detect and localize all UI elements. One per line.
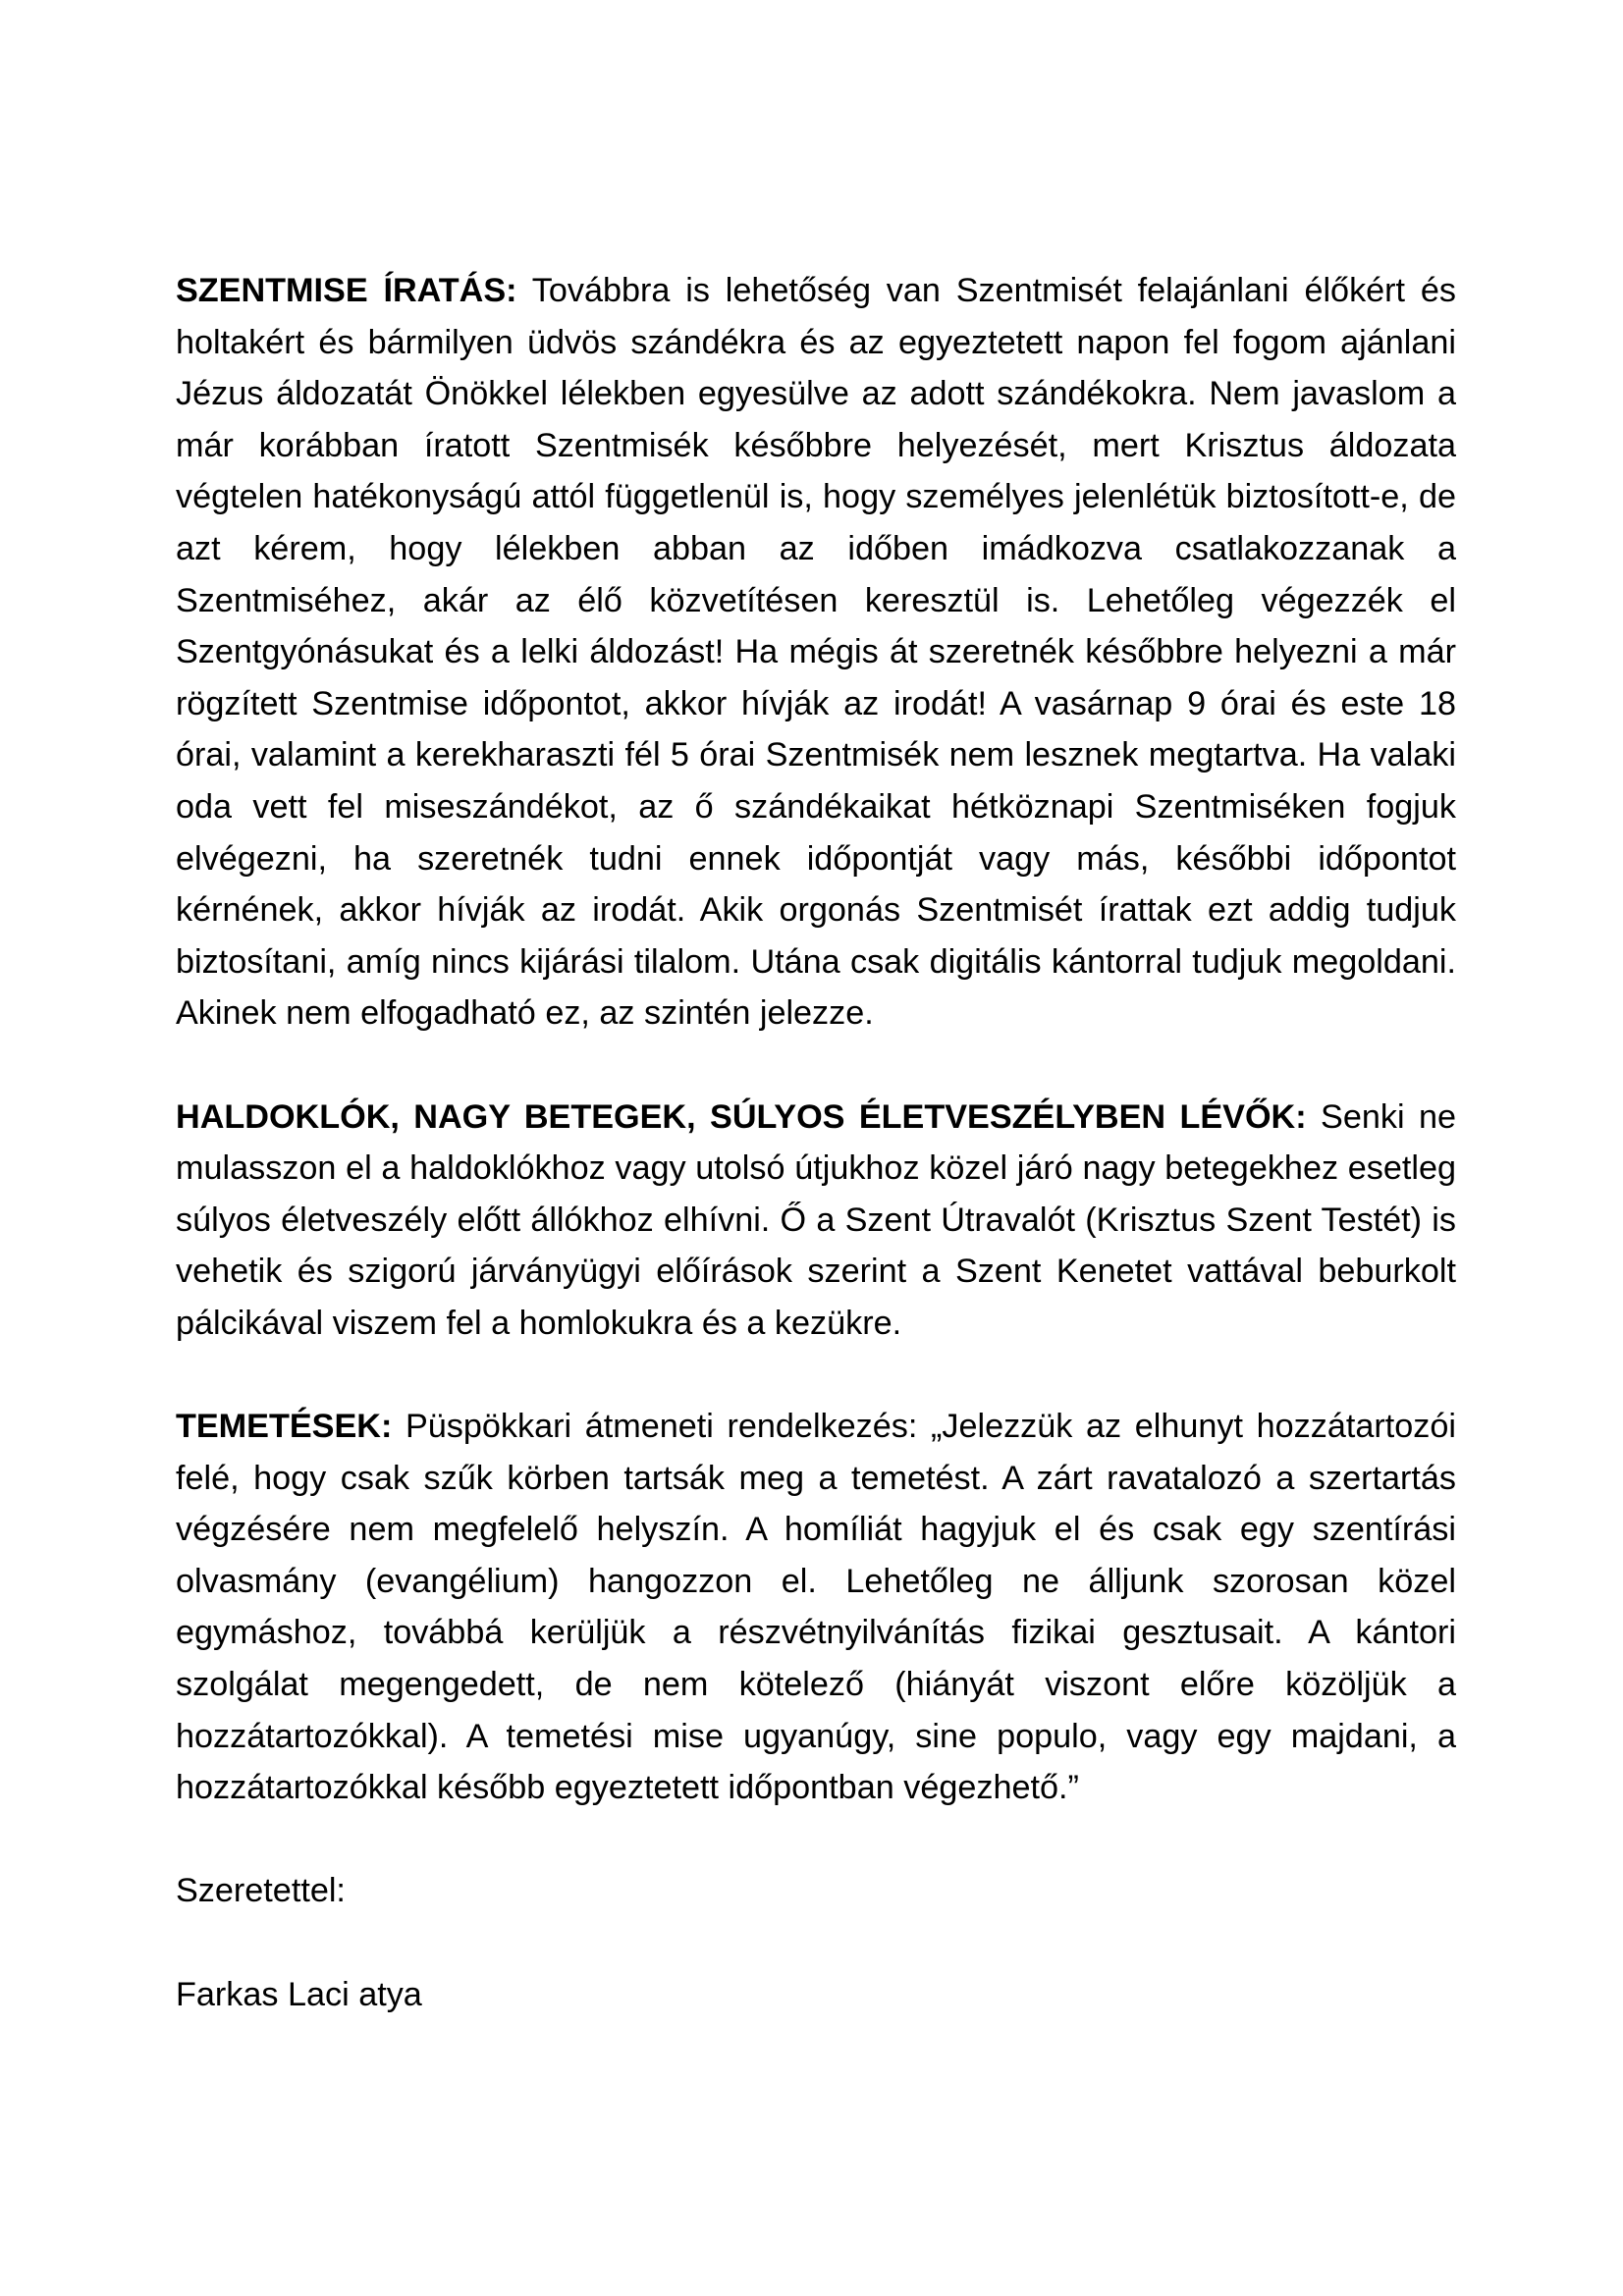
signature: Farkas Laci atya [176,1975,422,2013]
section-mass-booking [176,265,1456,1040]
section-heading-funerals: TEMETÉSEK: [176,1408,393,1446]
section-body-dying-sick: Senki ne mulasszon el a haldoklókhoz vagy utolsó útjukhoz közel járó nagy betegekhez esetleg súlyos életveszély előtt állókhoz elhívni. Ő a Szent Útravalót (Krisztus Szent Testét) is vehetik és szigorú járványügyi előírások szerint a Szent Kenetet vattával beburkolt pálcikával viszem fel a homlokukra és a kezükre. [176,1097,1457,1342]
section-funerals [176,1401,1456,1814]
closing-salutation: Szeretettel: [176,1872,346,1910]
section-heading-dying-sick: HALDOKLÓK, NAGY BETEGEK, SÚLYOS ÉLETVESZÉLYBEN LÉVŐK: [176,1097,1307,1136]
document-page [176,265,1456,2020]
section-dying-sick [176,1092,1456,1350]
section-body-funerals: Püspökkari átmeneti rendelkezés: „Jelezzük az elhunyt hozzátartozói felé, hogy csak szűk körben tartsák meg a temetést. A zárt ravatalozó a szertartás végzésére nem megfelelő helyszín. A homíliát hagyjuk el és csak egy szentírási olvasmány (evangélium) hangozzon el. Lehetőleg ne álljunk szorosan közel egymáshoz, továbbá kerüljük a részvétnyilvánítás fizikai gesztusait. A kántori szolgálat megengedett, de nem kötelező (hiányát viszont előre közöljük a hozzátartozókkal). A temetési mise ugyanúgy, sine populo, vagy egy majdani, a hozzátartozókkal később egyeztetett időpontban végezhető.” [176,1408,1456,1807]
section-heading-mass-booking: SZENTMISE ÍRATÁS: [176,272,517,309]
section-body-mass-booking: Továbbra is lehetőség van Szentmisét felajánlani élőkért és holtakért és bármilyen üdvös szándékra és az egyeztetett napon fel fogom ajánlani Jézus áldozatát Önökkel lélekben egyesülve az adott szándékokra. Nem javaslom a már korábban íratott Szentmisék későbbre helyezését, mert Krisztus áldozata végtelen hatékonyságú attól függetlenül is, hogy személyes jelenlétük biztosított-e, de azt kérem, hogy lélekben abban az időben imádkozva csatlakozzanak a Szentmiséhez, akár az élő közvetítésen keresztül is. Lehetőleg végezzék el Szentgyónásukat és a lelki áldozást! Ha mégis át szeretnék későbbre helyezni a már rögzített Szentmise időpontot, akkor hívják az irodát! A vasárnap 9 órai és este 18 órai, valamint a kerekharaszti fél 5 órai Szentmisék nem lesznek megtartva. Ha valaki oda vett fel miseszándékot, az ő szándékaikat hétköznapi Szentmiséken fogjuk elvégezni, ha szeretnék tudni ennek időpontját vagy más, későbbi időpontot kérnének, akkor hívják az irodát. Akik orgonás Szentmisét írattak ezt addig tudjuk biztosítani, amíg nincs kijárási tilalom. Utána csak digitális kántorral tudjuk megoldani. Akinek nem elfogadható ez, az szintén jelezze. [176,272,1456,1033]
